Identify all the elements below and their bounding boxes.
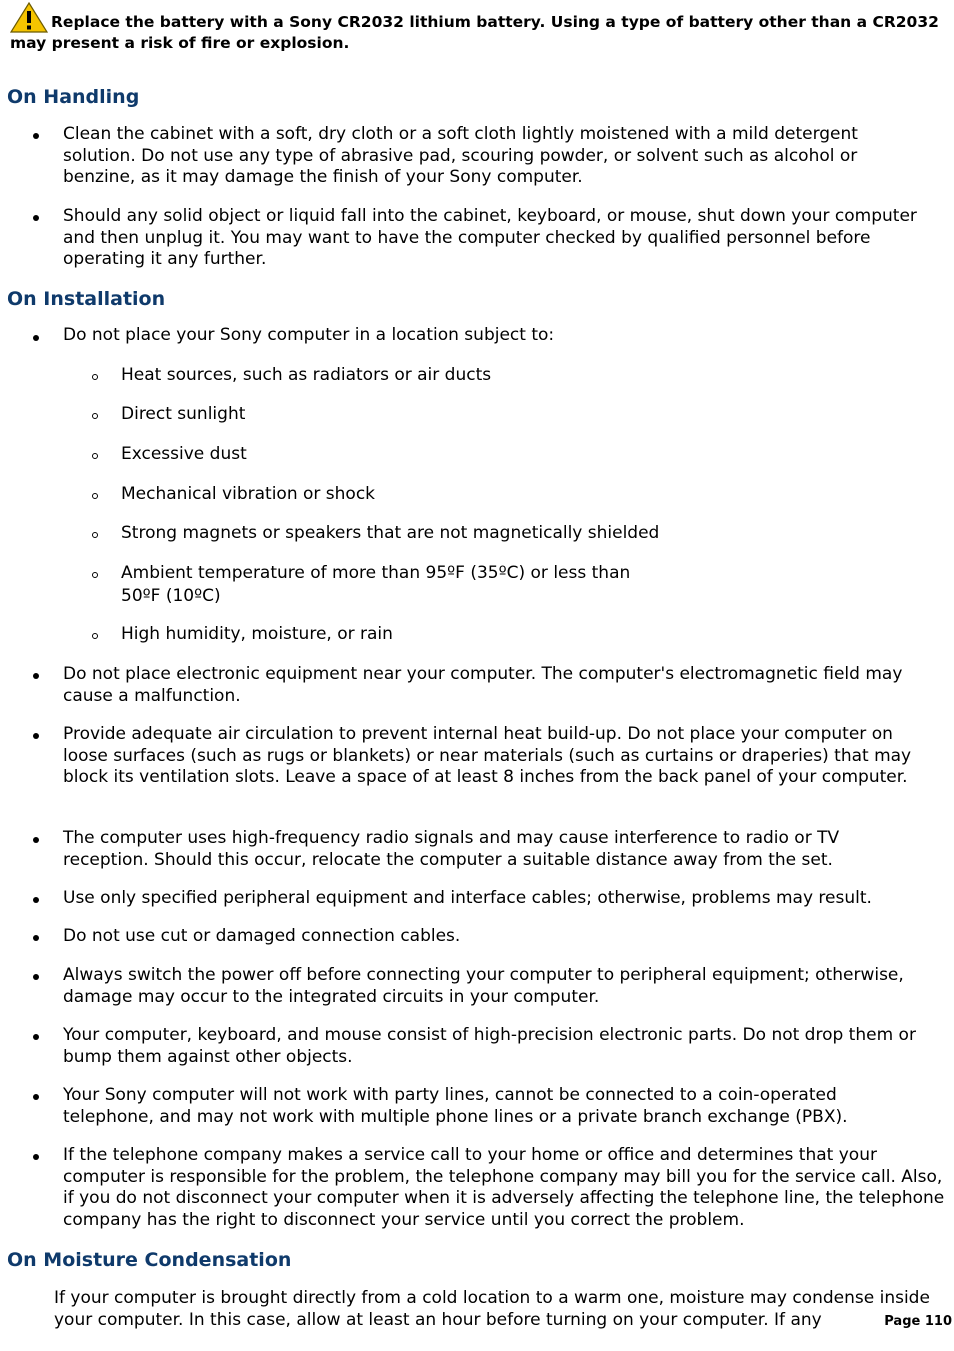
bullet-icon [33, 1034, 39, 1040]
heading-on-moisture-condensation: On Moisture Condensation [7, 1249, 292, 1271]
list-item: Your computer, keyboard, and mouse consist of high-precision electronic parts. Do not drop them or bump them against other objects. [63, 1025, 916, 1067]
bullet-icon [33, 215, 39, 221]
bullet-icon [33, 133, 39, 139]
circle-bullet-icon [92, 493, 98, 499]
list-item: Should any solid object or liquid fall into the cabinet, keyboard, or mouse, shut down your computer and then unplug it. You may want to have the computer checked by qualified personnel before operating it any further. [63, 206, 917, 269]
sub-list-item-continued: 50ºF (10ºC) [121, 586, 221, 606]
bullet-icon [33, 1094, 39, 1100]
circle-bullet-icon [92, 453, 98, 459]
bullet-icon [33, 897, 39, 903]
list-item: The computer uses high-frequency radio signals and may cause interference to radio or TV reception. Should this occur, relocate the computer a suitable distance away from the set. [63, 828, 840, 870]
bullet-icon [33, 837, 39, 843]
sub-list-item: High humidity, moisture, or rain [121, 624, 393, 644]
list-item: Do not use cut or damaged connection cables. [63, 926, 461, 946]
list-item: Your Sony computer will not work with party lines, cannot be connected to a coin-operated telephone, and may not work with multiple phone lines or a private branch exchange (PBX). [63, 1085, 848, 1127]
battery-warning-text: Replace the battery with a Sony CR2032 lithium battery. Using a type of battery other than a CR2032 may present a risk of fire or explosion. [10, 13, 939, 52]
battery-warning [10, 2, 946, 54]
list-item: Do not place electronic equipment near your computer. The computer's electromagnetic field may cause a malfunction. [63, 664, 903, 706]
circle-bullet-icon [92, 413, 98, 419]
circle-bullet-icon [92, 374, 98, 380]
list-item: Do not place your Sony computer in a location subject to: [63, 325, 555, 345]
circle-bullet-icon [92, 572, 98, 578]
sub-list-item: Mechanical vibration or shock [121, 484, 376, 504]
sub-list-item: Ambient temperature of more than 95ºF (35ºC) or less than [121, 563, 631, 583]
list-item: Provide adequate air circulation to prevent internal heat build-up. Do not place your computer on loose surfaces (such as rugs or blankets) or near materials (such as curtains or draperies) that may block its ventilation slots. Leave a space of at least 8 inches from the back panel of your computer. [63, 724, 912, 787]
bullet-icon [33, 673, 39, 679]
list-item: If the telephone company makes a service call to your home or office and determines that your computer is responsible for the problem, the telephone company may bill you for the service call. Also, if you do not disconnect your computer when it is adversely affecting the telephone line, the telephone company has the right to disconnect your service until you correct the problem. [63, 1145, 945, 1230]
list-item: Use only specified peripheral equipment and interface cables; otherwise, problems may result. [63, 888, 872, 908]
page-number: Page 110 [884, 1314, 952, 1329]
bullet-icon [33, 1154, 39, 1160]
heading-on-installation: On Installation [7, 288, 166, 310]
bullet-icon [33, 935, 39, 941]
sub-list-item: Strong magnets or speakers that are not magnetically shielded [121, 523, 660, 543]
circle-bullet-icon [92, 633, 98, 639]
list-item: Clean the cabinet with a soft, dry cloth or a soft cloth lightly moistened with a mild detergent solution. Do not use any type of abrasive pad, scouring powder, or solvent such as alcohol or benzine, as it may damage the finish of your Sony computer. [63, 124, 858, 187]
sub-list-item: Direct sunlight [121, 404, 246, 424]
bullet-icon [33, 335, 39, 341]
circle-bullet-icon [92, 532, 98, 538]
warning-triangle-icon [10, 2, 48, 33]
list-item: Always switch the power off before connecting your computer to peripheral equipment; otherwise, damage may occur to the integrated circuits in your computer. [63, 965, 904, 1007]
bullet-icon [33, 733, 39, 739]
moisture-paragraph: If your computer is brought directly from a cold location to a warm one, moisture may condense inside your computer. In this case, allow at least an hour before turning on your computer. If any [54, 1288, 930, 1330]
sub-list-item: Excessive dust [121, 444, 247, 464]
bullet-icon [33, 974, 39, 980]
sub-list-item: Heat sources, such as radiators or air ducts [121, 365, 492, 385]
heading-on-handling: On Handling [7, 86, 140, 108]
